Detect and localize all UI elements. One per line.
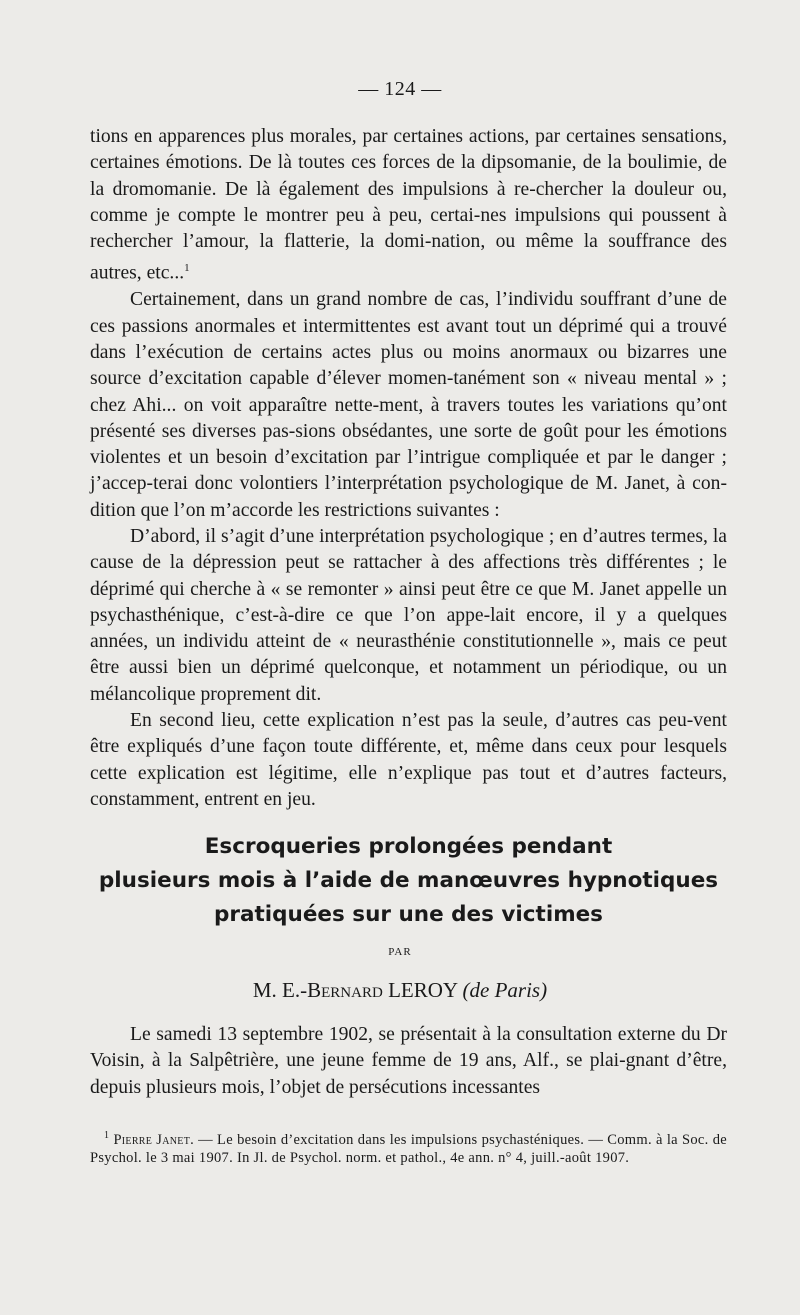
- paragraph-3: D’abord, il s’agit d’une interprétation psychologique ; en d’autres termes, la cause de la dépression peut se rattacher à des affections très différentes ; le déprimé qui cherche à « se remonter » ainsi peut être ce que M. Janet appelle un psychasthénique, c’est-à-dire ce que l’on appe-lait encore, il y a quelques années, un individu atteint de « neurasthénie constitutionnelle », mais ce peut être aussi bien un déprimé quelconque, et notamment un périodique, ou un mélancolique proprement dit.: [90, 525, 727, 705]
- paragraph-4: En second lieu, cette explication n’est pas la seule, d’autres cas peu-vent être expliqués d’une façon toute différente, et, même dans ceux pour lesquels cette explication est légitime, elle n’explique pas tout et d’autres facteurs, constamment, entrent en jeu.: [90, 710, 727, 810]
- footnote: [90, 1127, 727, 1168]
- paragraph-5: Le samedi 13 septembre 1902, se présentait à la consultation externe du Dr Voisin, à la Salpêtrière, une jeune femme de 19 ans, Alf., se plai-gnant d’être, depuis plusieurs mois, l’objet de persécutions incessantes: [90, 1024, 727, 1098]
- author-surname: LEROY: [382, 978, 463, 1002]
- body-text-top: [90, 124, 727, 813]
- paragraph-1: [90, 124, 727, 287]
- article-title-line-2: plusieurs mois à l’aide de manœuvres hypnotiques: [98, 868, 719, 893]
- footnote-mark: 1: [104, 1130, 110, 1141]
- article-title: [90, 830, 727, 932]
- paragraph-2: Certainement, dans un grand nombre de cas, l’individu souffrant d’une de ces passions anormales et intermittentes est avant tout un déprimé qui a trouvé dans l’exécution de certains actes plus ou moins anormaux ou bizarres une source d’excitation capable d’élever momen-tanément son « niveau mental » ; chez Ahi... on voit apparaître nette-ment, à travers toutes les variations qu’ont présenté ses diverses pas-sions obsédantes, une sorte de goût pour les émotions violentes et un besoin d’excitation par l’intrigue compliquée et par le danger ; j’accep-terai donc volontiers l’interprétation psychologique de M. Janet, à con-dition que l’on m’accorde les restrictions suivantes :: [90, 289, 727, 521]
- author-prefix: M. E.-: [252, 978, 308, 1002]
- paragraph-1-text: tions en apparences plus morales, par certaines actions, par certaines sensations, certaines émotions. De là toutes ces forces de la dipsomanie, de la boulimie, de la dromomanie. De là également des impulsions à re-chercher la douleur ou, comme je compte le montrer peu à peu, certai-nes impulsions qui poussent à rechercher l’amour, la flatterie, la domi-nation, ou même la souffrance des autres, etc...: [90, 126, 727, 285]
- byline-par: PAR: [388, 946, 412, 958]
- author-firstname: Bernard: [307, 978, 383, 1002]
- footnote-reference: 1: [184, 262, 190, 275]
- body-text-bottom: [90, 1022, 727, 1101]
- article-title-line-3: pratiquées sur une des victimes: [214, 902, 603, 927]
- page-number: — 124 —: [358, 78, 442, 100]
- author-place: (de Paris): [462, 978, 548, 1002]
- article-title-line-1: Escroqueries prolongées pendant: [204, 834, 613, 859]
- footnote-text: — Le besoin d’excitation dans les impulsions psychasténiques. — Comm. à la Soc. de Psychol. le 3 mai 1907. In Jl. de Psychol. norm. et pathol., 4e ann. n° 4, juill.-août 1907.: [90, 1131, 727, 1167]
- footnote-author: Pierre Janet.: [113, 1131, 195, 1148]
- author-line: [0, 978, 800, 1003]
